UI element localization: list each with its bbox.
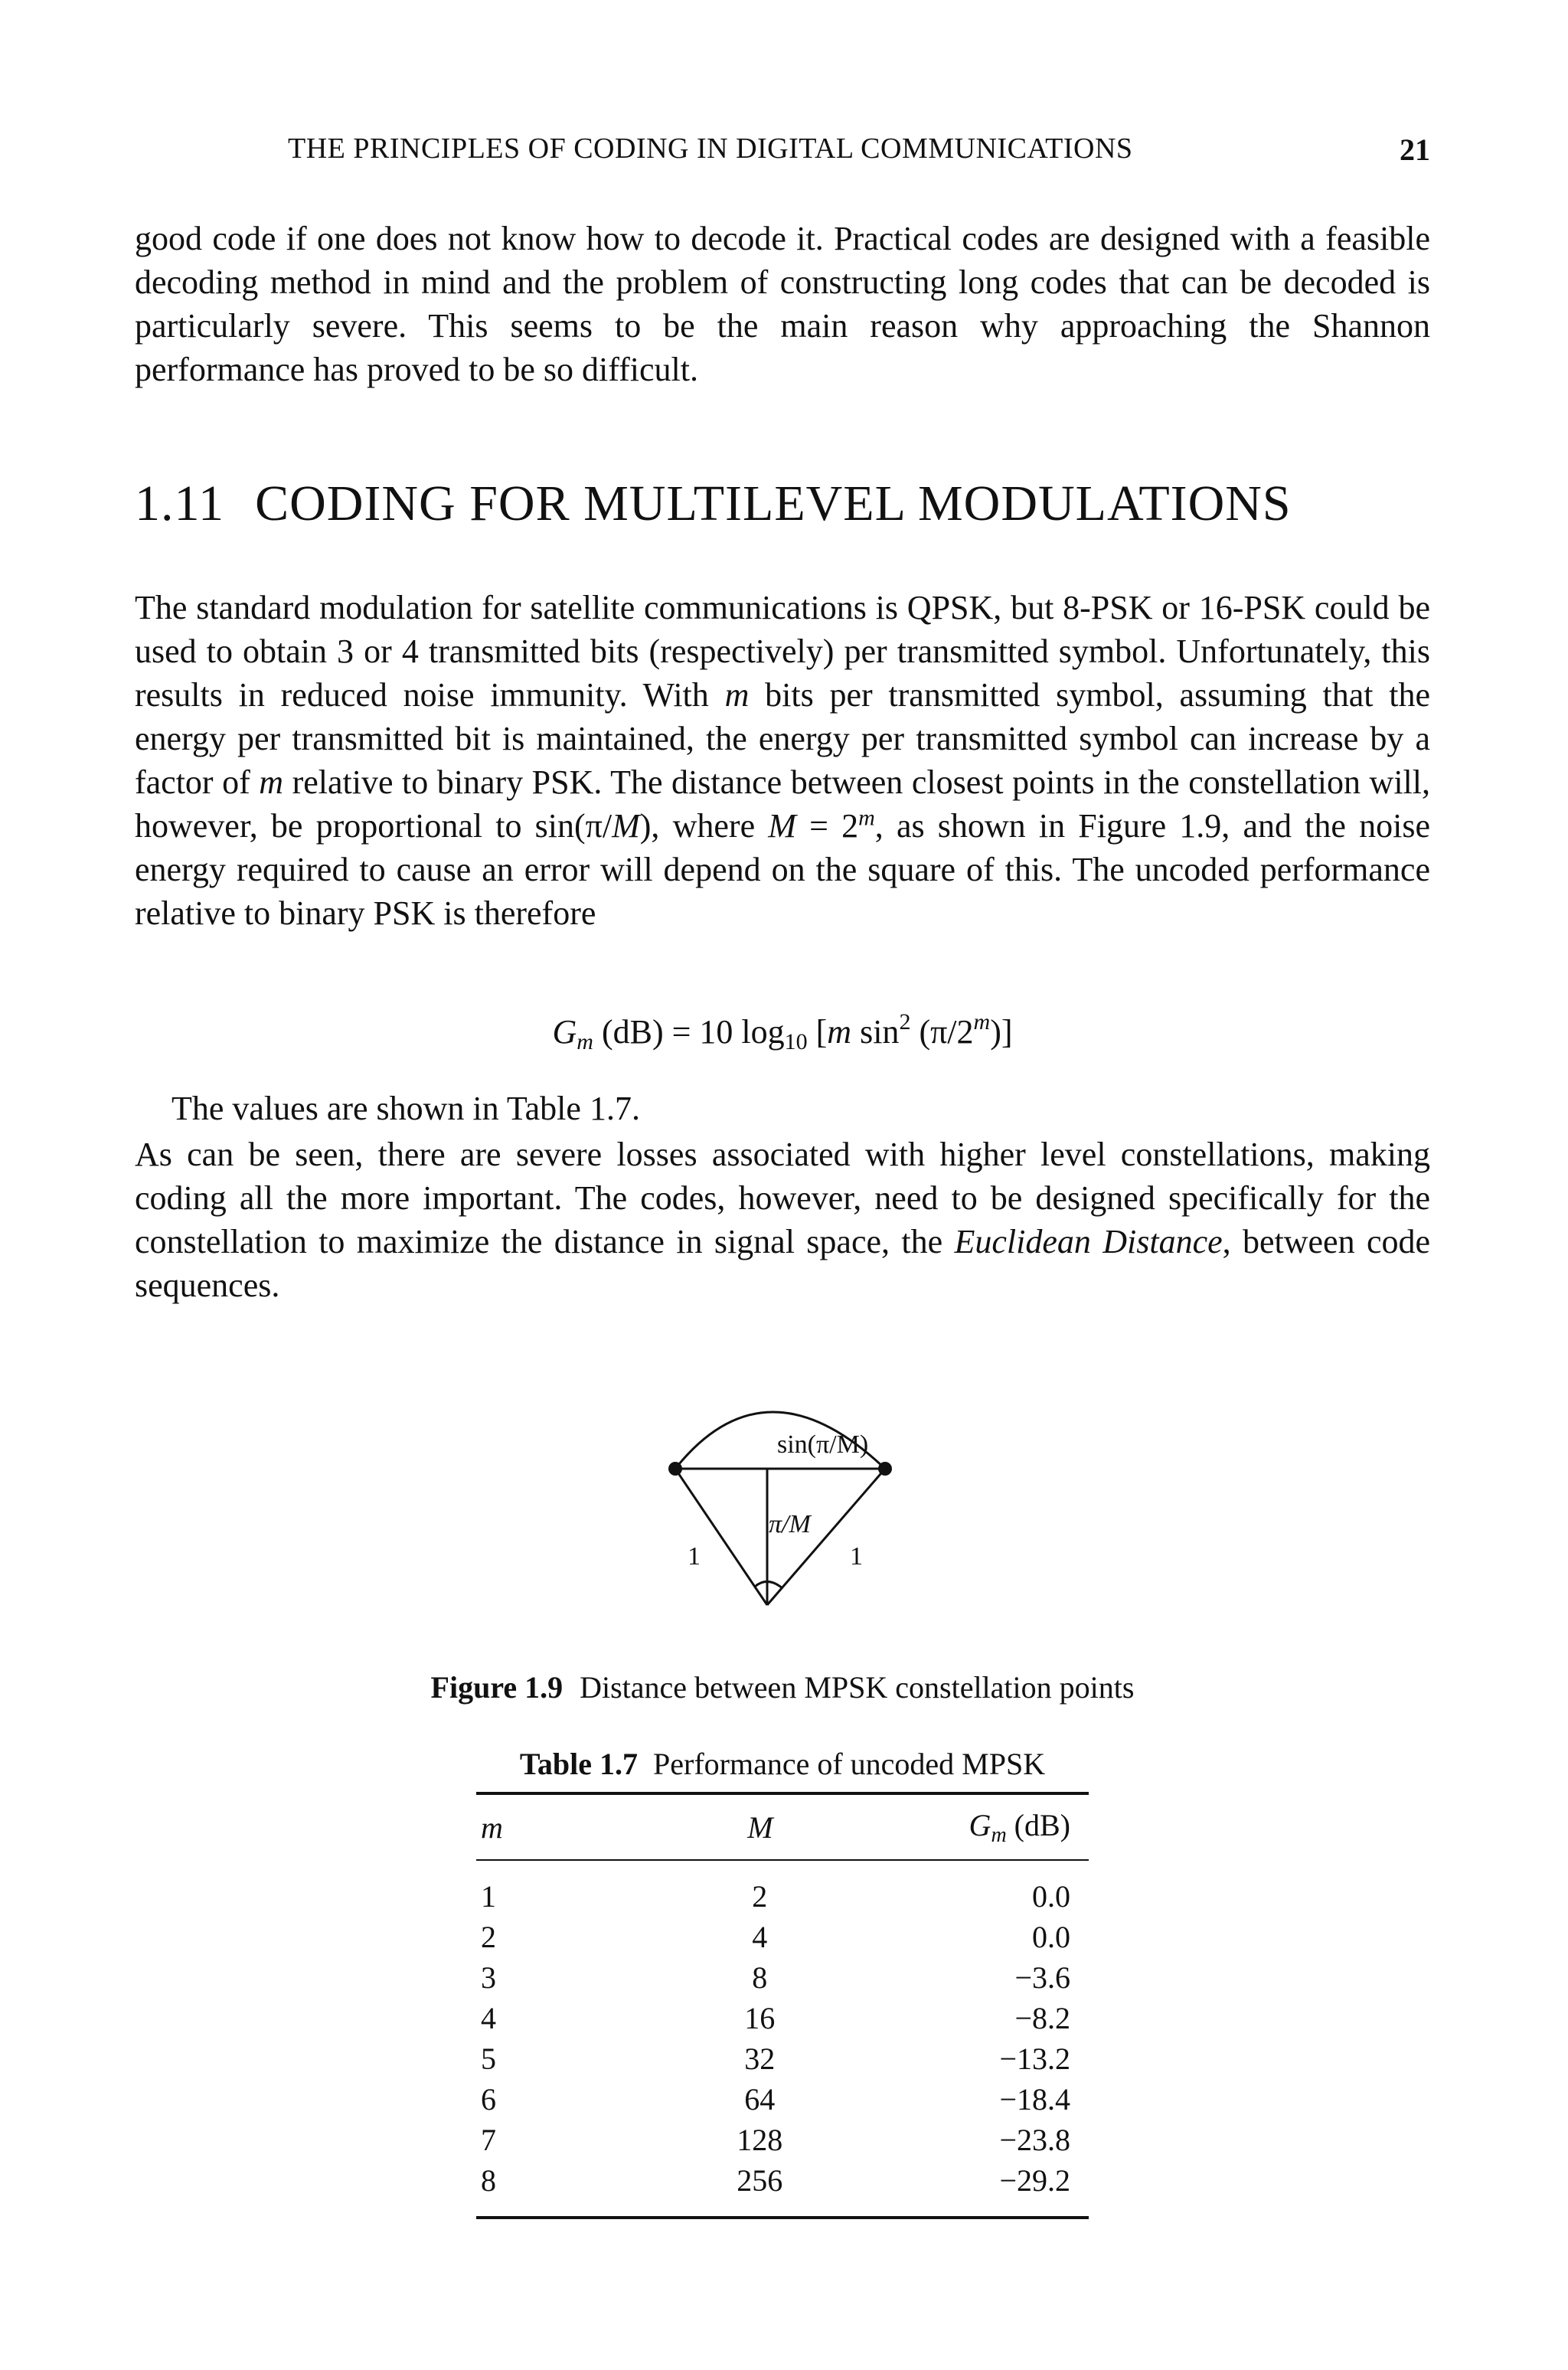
table-row (476, 1957, 1089, 1998)
figure-label-radius-right: 1 (850, 1542, 863, 1571)
cell-M: 256 (737, 2163, 783, 2198)
figure-mpsk-distance (658, 1386, 919, 1623)
table-row (476, 1998, 1089, 2038)
equation-gain (135, 1009, 1430, 1055)
running-header (135, 132, 1430, 178)
eq-sin: sin (851, 1013, 900, 1051)
table-row (476, 1876, 1089, 1917)
header-G-sub: m (991, 1822, 1007, 1847)
header-m: m (481, 1809, 503, 1845)
paragraph-euclidean (135, 1133, 1430, 1307)
emphasis-euclidean-distance: Euclidean Distance (954, 1223, 1223, 1260)
cell-G: 0.0 (1032, 1920, 1070, 1954)
header-G (893, 1795, 1089, 1859)
text-run: relative to binary PSK. The distance between closest points in the constellation will, however, be proportional to sin(π/ (135, 763, 1430, 845)
eq-m: m (827, 1013, 852, 1051)
math-var: M (612, 807, 640, 845)
cell-m: 1 (481, 1879, 496, 1914)
cell-M: 8 (752, 1960, 768, 1995)
cell-G: −3.6 (1014, 1960, 1070, 1995)
paragraph-table-ref: The values are shown in Table 1.7. (172, 1090, 640, 1127)
text-run: ), where (639, 807, 769, 845)
cell-M: 16 (744, 2001, 776, 2035)
eq-sup-2: 2 (899, 1009, 911, 1035)
figure-label-radius-left: 1 (688, 1542, 701, 1571)
paragraph-modulation (135, 586, 1430, 935)
eq-log-base: 10 (784, 1029, 808, 1054)
section-heading (135, 475, 1292, 533)
figure-caption-text: Distance between MPSK constellation points (580, 1670, 1135, 1705)
cell-m: 7 (481, 2123, 496, 2157)
constellation-point-right (878, 1462, 892, 1476)
table-row (476, 2160, 1089, 2201)
eq-text: (dB) = 10 log (593, 1013, 785, 1051)
figure-label-angle: π/M (769, 1510, 811, 1538)
eq-sup-m: m (973, 1009, 991, 1035)
cell-G: −13.2 (999, 2041, 1070, 2076)
cell-M: 64 (744, 2082, 776, 2117)
header-M: M (747, 1809, 773, 1845)
figure-caption (135, 1669, 1430, 1705)
table-row (476, 2079, 1089, 2120)
angle-arc (755, 1581, 782, 1588)
header-G-symbol: G (969, 1807, 991, 1842)
table-header-row (476, 1795, 1089, 1859)
running-header-title: THE PRINCIPLES OF CODING IN DIGITAL COMMUNICATIONS (288, 132, 1133, 165)
text-run: = 2 (795, 807, 859, 845)
section-title: CODING FOR MULTILEVEL MODULATIONS (255, 476, 1292, 531)
cell-m: 5 (481, 2041, 496, 2076)
constellation-point-left (668, 1462, 682, 1476)
table-body (476, 1795, 1089, 1859)
math-var: M (768, 807, 796, 845)
radius-left (675, 1469, 767, 1605)
header-G-unit: (dB) (1006, 1807, 1070, 1842)
text-run: , between code sequences. (135, 1223, 1431, 1304)
cell-G: −23.8 (999, 2123, 1070, 2157)
table-row (476, 2038, 1089, 2079)
eq-text: [ (807, 1013, 828, 1051)
section-number: 1.11 (135, 476, 225, 531)
table-row (476, 1917, 1089, 1957)
eq-G: G (552, 1013, 577, 1051)
cell-G: −29.2 (999, 2163, 1070, 2198)
text-run: The standard modulation for satellite communications is QPSK, but 8-PSK or 16-PSK could be used to obtain 3 or 4 transmitted bits (respectively) per transmitted symbol. Unfortunately, this results in reduced noise immunity. With (135, 589, 1430, 714)
paragraph-intro: good code if one does not know how to decode it. Practical codes are designed with a feasible decoding method in mind and the problem of constructing long codes that can be decoded is particularly severe. This seems to be the main reason why approaching the Shannon performance has proved to be so difficult. (135, 220, 1430, 388)
mpsk-diagram (658, 1386, 919, 1623)
table-caption-text: Performance of uncoded MPSK (653, 1747, 1046, 1781)
eq-text: )] (990, 1013, 1013, 1051)
cell-G: −8.2 (1014, 2001, 1070, 2035)
cell-M: 4 (752, 1920, 768, 1954)
figure-caption-label: Figure 1.9 (430, 1670, 564, 1705)
table-caption-label: Table 1.7 (519, 1747, 638, 1781)
cell-M: 128 (737, 2123, 783, 2157)
text-run: , as shown in Figure 1.9, and the noise energy required to cause an error will depend on the square of this. The uncoded performance relative to binary PSK is therefore (135, 807, 1430, 932)
cell-G: −18.4 (999, 2082, 1070, 2117)
math-var: m (724, 676, 750, 714)
cell-m: 6 (481, 2082, 496, 2117)
math-sup: m (858, 805, 875, 831)
cell-m: 8 (481, 2163, 496, 2198)
math-var: m (259, 763, 284, 801)
text-run: bits per transmitted symbol, assuming that the energy per transmitted bit is maintained, the energy per transmitted symbol can increase by a factor of (135, 676, 1431, 801)
cell-m: 4 (481, 2001, 496, 2035)
table-row (476, 2120, 1089, 2160)
cell-m: 2 (481, 1920, 496, 1954)
page-number: 21 (1400, 132, 1430, 167)
table-bottom-rule (476, 2216, 1089, 2219)
table-mpsk-performance (476, 1746, 1089, 2219)
cell-G: 0.0 (1032, 1879, 1070, 1914)
cell-m: 3 (481, 1960, 496, 1995)
cell-M: 2 (752, 1879, 768, 1914)
eq-text: (π/2 (910, 1013, 974, 1051)
text-run: As can be seen, there are severe losses associated with higher level constellations, making coding all the more important. The codes, however, need to be designed specifically for the constellation to maximize the distance in signal space, the (135, 1136, 1430, 1260)
cell-M: 32 (744, 2041, 776, 2076)
table-data (476, 1861, 1089, 2216)
figure-label-chord: sin(π/M) (777, 1430, 869, 1459)
eq-sub-m: m (577, 1029, 593, 1054)
table-caption (476, 1746, 1089, 1792)
